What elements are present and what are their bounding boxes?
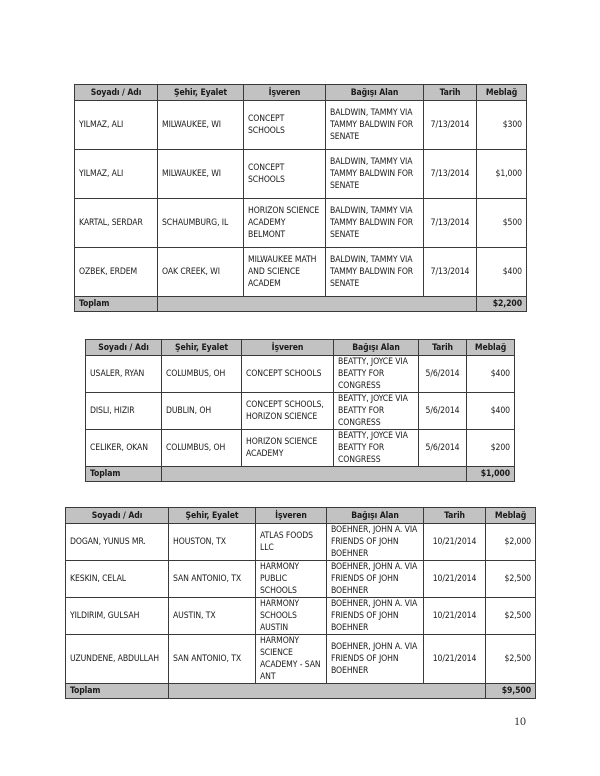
total-spacer	[169, 684, 486, 699]
donor-city: COLUMBUS, OH	[162, 430, 242, 467]
table-row	[66, 635, 536, 684]
donor-employer: HORIZON SCIENCE ACADEMY	[242, 430, 334, 467]
donor-city: MILWAUKEE, WI	[158, 101, 244, 150]
donation-recipient: BALDWIN, TAMMY VIA TAMMY BALDWIN FOR SENATE	[326, 150, 424, 199]
donor-employer: HARMONY SCIENCE ACADEMY - SAN ANT	[256, 635, 327, 684]
total-spacer	[158, 297, 477, 312]
donation-date: 10/21/2014	[424, 561, 486, 598]
donor-name: UZUNDENE, ABDULLAH	[66, 635, 169, 684]
donation-amount: $2,500	[486, 598, 536, 635]
header-city-state: Şehir, Eyalet	[158, 85, 244, 101]
donor-employer: HORIZON SCIENCE ACADEMY BELMONT	[244, 199, 326, 248]
donations-table-baldwin	[74, 84, 527, 312]
total-amount: $9,500	[486, 684, 536, 699]
header-city-state: Şehir, Eyalet	[162, 340, 242, 356]
total-amount: $2,200	[477, 297, 527, 312]
donations-table-beatty	[85, 339, 515, 482]
donor-name: KARTAL, SERDAR	[75, 199, 158, 248]
header-employer: İşveren	[256, 508, 327, 524]
table-header-row	[66, 508, 536, 524]
total-label: Toplam	[66, 684, 169, 699]
header-name: Soyadı / Adı	[66, 508, 169, 524]
total-row	[75, 297, 527, 312]
donation-amount: $2,500	[486, 561, 536, 598]
donor-name: YILDIRIM, GULSAH	[66, 598, 169, 635]
header-name: Soyadı / Adı	[86, 340, 162, 356]
donation-amount: $300	[477, 101, 527, 150]
table-row	[66, 524, 536, 561]
donation-amount: $500	[477, 199, 527, 248]
donor-name: DOGAN, YUNUS MR.	[66, 524, 169, 561]
donor-employer: ATLAS FOODS LLC	[256, 524, 327, 561]
total-row	[66, 684, 536, 699]
donor-city: COLUMBUS, OH	[162, 356, 242, 393]
donation-amount: $400	[477, 248, 527, 297]
donation-amount: $400	[467, 393, 515, 430]
header-amount: Meblağ	[477, 85, 527, 101]
donation-recipient: BOEHNER, JOHN A. VIA FRIENDS OF JOHN BOEHNER	[327, 635, 424, 684]
donation-recipient: BOEHNER, JOHN A. VIA FRIENDS OF JOHN BOEHNER	[327, 598, 424, 635]
donor-name: USALER, RYAN	[86, 356, 162, 393]
donor-employer: CONCEPT SCHOOLS	[244, 150, 326, 199]
donation-date: 10/21/2014	[424, 635, 486, 684]
table-row	[66, 598, 536, 635]
donation-date: 10/21/2014	[424, 598, 486, 635]
donation-date: 7/13/2014	[424, 248, 477, 297]
header-amount: Meblağ	[486, 508, 536, 524]
total-label: Toplam	[75, 297, 158, 312]
total-label: Toplam	[86, 467, 162, 482]
donor-city: SAN ANTONIO, TX	[169, 561, 256, 598]
donor-employer: CONCEPT SCHOOLS	[242, 356, 334, 393]
table-row	[86, 430, 515, 467]
table-row	[75, 101, 527, 150]
donor-city: AUSTIN, TX	[169, 598, 256, 635]
donor-city: MILWAUKEE, WI	[158, 150, 244, 199]
donations-table-boehner	[65, 507, 536, 699]
donation-amount: $200	[467, 430, 515, 467]
donation-recipient: BEATTY, JOYCE VIA BEATTY FOR CONGRESS	[334, 356, 419, 393]
donor-name: YILMAZ, ALI	[75, 150, 158, 199]
donation-date: 7/13/2014	[424, 150, 477, 199]
donation-recipient: BEATTY, JOYCE VIA BEATTY FOR CONGRESS	[334, 393, 419, 430]
donor-employer: CONCEPT SCHOOLS, HORIZON SCIENCE	[242, 393, 334, 430]
page-number: 10	[514, 714, 526, 728]
donor-name: OZBEK, ERDEM	[75, 248, 158, 297]
donor-name: DISLI, HIZIR	[86, 393, 162, 430]
table-header-row	[75, 85, 527, 101]
donation-date: 7/13/2014	[424, 199, 477, 248]
donor-name: CELIKER, OKAN	[86, 430, 162, 467]
donation-date: 5/6/2014	[419, 430, 467, 467]
table-header-row	[86, 340, 515, 356]
header-amount: Meblağ	[467, 340, 515, 356]
header-city-state: Şehir, Eyalet	[169, 508, 256, 524]
donor-city: HOUSTON, TX	[169, 524, 256, 561]
donation-recipient: BALDWIN, TAMMY VIA TAMMY BALDWIN FOR SENATE	[326, 199, 424, 248]
header-name: Soyadı / Adı	[75, 85, 158, 101]
donation-recipient: BEATTY, JOYCE VIA BEATTY FOR CONGRESS	[334, 430, 419, 467]
donor-employer: CONCEPT SCHOOLS	[244, 101, 326, 150]
header-date: Tarih	[424, 508, 486, 524]
donor-city: OAK CREEK, WI	[158, 248, 244, 297]
donation-date: 5/6/2014	[419, 393, 467, 430]
donor-city: SAN ANTONIO, TX	[169, 635, 256, 684]
donation-date: 5/6/2014	[419, 356, 467, 393]
total-spacer	[162, 467, 467, 482]
donation-recipient: BOEHNER, JOHN A. VIA FRIENDS OF JOHN BOEHNER	[327, 561, 424, 598]
donation-recipient: BOEHNER, JOHN A. VIA FRIENDS OF JOHN BOEHNER	[327, 524, 424, 561]
donor-city: SCHAUMBURG, IL	[158, 199, 244, 248]
table-row	[75, 150, 527, 199]
table-row	[86, 393, 515, 430]
header-date: Tarih	[419, 340, 467, 356]
header-recipient: Bağışı Alan	[326, 85, 424, 101]
table-row	[66, 561, 536, 598]
donation-recipient: BALDWIN, TAMMY VIA TAMMY BALDWIN FOR SENATE	[326, 101, 424, 150]
table-row	[75, 199, 527, 248]
donation-amount: $2,000	[486, 524, 536, 561]
total-amount: $1,000	[467, 467, 515, 482]
total-row	[86, 467, 515, 482]
donor-employer: MILWAUKEE MATH AND SCIENCE ACADEM	[244, 248, 326, 297]
header-recipient: Bağışı Alan	[327, 508, 424, 524]
donor-employer: HARMONY SCHOOLS AUSTIN	[256, 598, 327, 635]
donor-employer: HARMONY PUBLIC SCHOOLS	[256, 561, 327, 598]
header-employer: İşveren	[242, 340, 334, 356]
header-employer: İşveren	[244, 85, 326, 101]
header-recipient: Bağışı Alan	[334, 340, 419, 356]
donation-amount: $2,500	[486, 635, 536, 684]
donor-name: YILMAZ, ALI	[75, 101, 158, 150]
donation-amount: $1,000	[477, 150, 527, 199]
header-date: Tarih	[424, 85, 477, 101]
donation-amount: $400	[467, 356, 515, 393]
donor-name: KESKIN, CELAL	[66, 561, 169, 598]
donation-date: 7/13/2014	[424, 101, 477, 150]
table-row	[75, 248, 527, 297]
donation-recipient: BALDWIN, TAMMY VIA TAMMY BALDWIN FOR SENATE	[326, 248, 424, 297]
table-row	[86, 356, 515, 393]
donor-city: DUBLIN, OH	[162, 393, 242, 430]
donation-date: 10/21/2014	[424, 524, 486, 561]
